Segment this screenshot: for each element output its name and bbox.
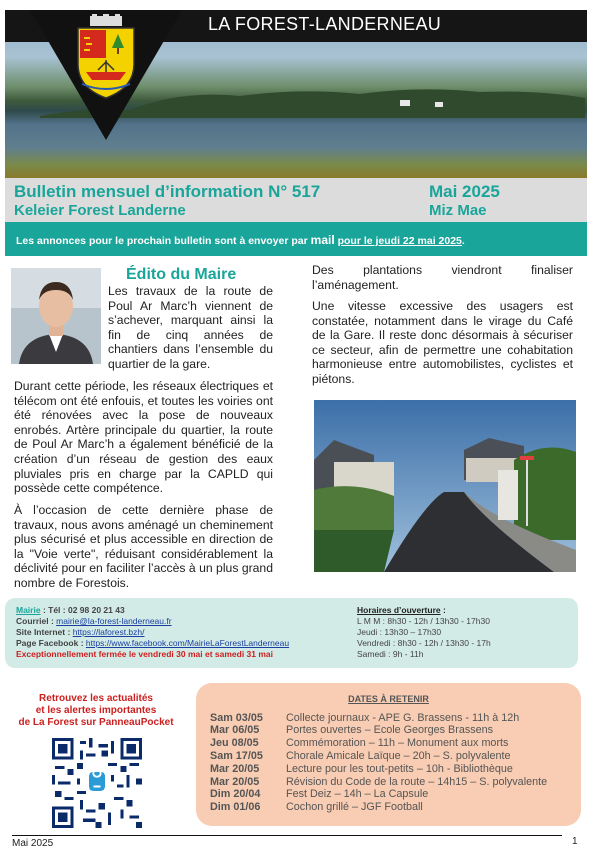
mairie-label: Mairie bbox=[16, 605, 41, 615]
bulletin-month: Mai 2025 bbox=[429, 182, 500, 201]
bulletin-title: Bulletin mensuel d’information N° 517 bbox=[14, 182, 321, 201]
facebook-label: Page Facebook : bbox=[16, 638, 86, 648]
panneaupocket-text: Retrouvez les actualités et les alertes importantes de La Forest sur PanneauPocket bbox=[18, 693, 174, 728]
page-number: 1 bbox=[572, 836, 578, 847]
contact-info bbox=[16, 605, 289, 660]
email-link[interactable]: mairie@la-forest-landerneau.fr bbox=[56, 616, 172, 626]
edito-paragraph: Durant cette période, les réseaux électriques et télécom ont été enfouis, et toutes les voiries ont été rénovées avec la pose de nouveaux enrobés. Artère principale du quartier, la route de Poul Ar Marc’h a également bénéficié de la création d’un réseau de gestion des eaux pluviales pris en charge par la CAPLD qui possède cette compétence. bbox=[14, 379, 273, 496]
closure-notice: Exceptionnellement fermée le vendredi 30 mai et samedi 31 mai bbox=[16, 649, 274, 659]
email-label: Courriel : bbox=[16, 616, 57, 626]
hours-line: L M M : 8h30 - 12h / 13h30 - 17h30 bbox=[357, 616, 490, 626]
date-row: Sam 17/05 Chorale Amicale Laïque – 20h – S. polyvalente bbox=[210, 750, 511, 762]
edito-title: Édito du Maire bbox=[126, 266, 237, 283]
town-title: LA FOREST-LANDERNEAU bbox=[208, 14, 442, 34]
date-row: Dim 01/06 Cochon grillé – JGF Football bbox=[210, 801, 423, 813]
opening-hours: Horaires d’ouverture : L M M : 8h30 - 12h / 13h30 - 17h30 Jeudi : 13h30 – 17h30 Vendredi : 8h30 - 12h / 13h30 - 17h Samedi : 9h - 11h bbox=[357, 605, 491, 659]
facebook-link[interactable]: https://www.facebook.com/MairieLaForestLanderneau bbox=[85, 638, 290, 648]
announcement-text: Les annonces pour le prochain bulletin sont à envoyer par mail pour le jeudi 22 mai 2025. bbox=[16, 233, 465, 247]
hours-line: Vendredi : 8h30 - 12h / 13h30 - 17h bbox=[357, 638, 491, 648]
website-label: Site Internet : bbox=[16, 627, 73, 637]
bulletin-title-breton: Keleier Forest Landerne bbox=[14, 202, 186, 219]
mail-word: mail bbox=[310, 233, 335, 247]
hours-line: Jeudi : 13h30 – 17h30 bbox=[357, 627, 442, 637]
date-row: Mar 06/05 Portes ouvertes – Ecole Georges Brassens bbox=[210, 724, 494, 736]
hours-title: Horaires d’ouverture bbox=[357, 605, 441, 615]
edito-paragraph: Des plantations viendront finaliser l’aménagement. bbox=[312, 263, 573, 292]
footer-date: Mai 2025 bbox=[12, 838, 54, 849]
edito-paragraph: Une vitesse excessive des usagers est constatée, notamment dans le virage du Café de la Gare. Il reste donc désormais à sécuriser ce secteur, afin de permettre une cohabitation harmonieuse entre automobilistes, cyclistes et piétons. bbox=[312, 299, 573, 386]
edito-paragraph: À l’occasion de cette dernière phase de travaux, nous avons aménagé un cheminement plus sécurisé et plus accessible en direction de la "Voie verte", réduisant considérablement la déclivité pour en faciliter l’accès à un plus grand nombre de Forestois. bbox=[14, 503, 273, 590]
date-row: Mar 20/05 Révision du Code de la route – 14h15 – S. polyvalente bbox=[210, 776, 548, 788]
dates-title: DATES À RETENIR bbox=[348, 694, 429, 704]
date-row: Jeu 08/05 Commémoration – 11h – Monument aux morts bbox=[210, 737, 509, 749]
qr-code[interactable] bbox=[52, 738, 142, 828]
date-row: Dim 20/04 Fest Deiz – 14h – La Capsule bbox=[210, 788, 429, 800]
hours-line: Samedi : 9h - 11h bbox=[357, 649, 424, 659]
coat-of-arms-logo bbox=[72, 14, 140, 100]
bulletin-month-breton: Miz Mae bbox=[429, 202, 487, 219]
road-photo bbox=[314, 400, 576, 572]
mayor-portrait bbox=[11, 268, 101, 364]
phone: : Tél : 02 98 20 21 43 bbox=[40, 605, 125, 615]
date-row: Sam 03/05 Collecte journaux - APE G. Brassens - 11h à 12h bbox=[210, 712, 520, 724]
date-row: Mar 20/05 Lecture pour les tout-petits – 10h - Bibliothèque bbox=[210, 763, 513, 775]
website-link[interactable]: https://laforest.bzh/ bbox=[72, 627, 145, 637]
footer-divider bbox=[12, 835, 562, 836]
edito-paragraph: Les travaux de la route de Poul Ar Marc’h viennent de s’achever, marquant ainsi la fin de cinq années de chantiers dans l’ensemble du quartier de la gare. bbox=[108, 284, 273, 371]
deadline-date: pour le jeudi 22 mai 2025 bbox=[337, 235, 462, 247]
